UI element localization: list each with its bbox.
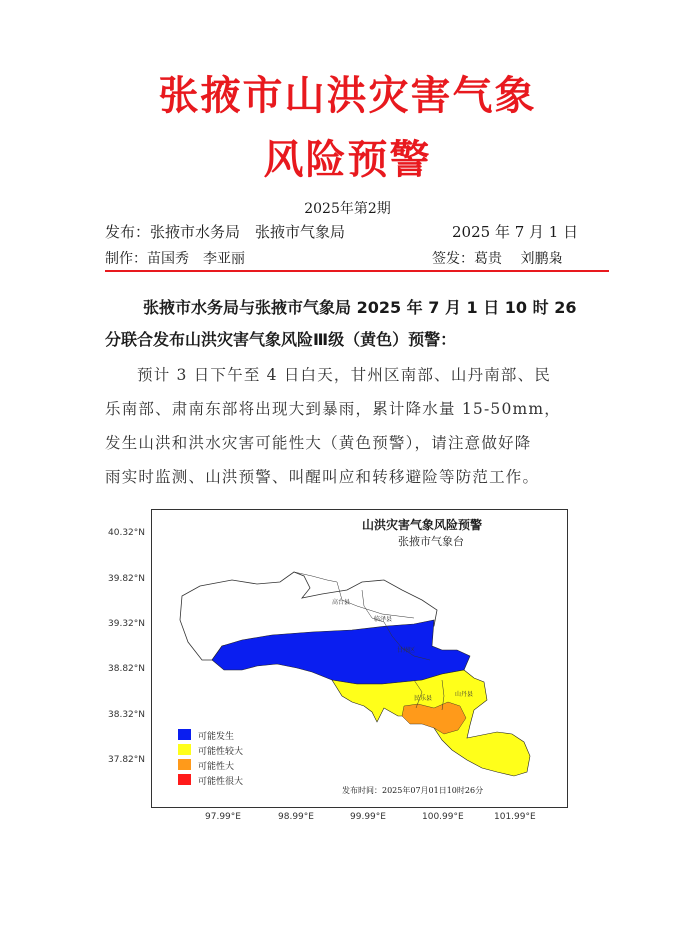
document-title-line1: 张掖市山洪灾害气象 — [158, 72, 537, 119]
lead-line-2: 分联合发布山洪灾害气象风险Ⅲ级（黄色）预警： — [105, 330, 457, 349]
y-tick-label: 37.82°N — [108, 755, 145, 765]
paragraph-line-1: 预计 3 日下午至 4 日白天，甘州区南部、山丹南部、民 — [137, 366, 552, 384]
county-label-minle: 民乐县 — [414, 695, 433, 702]
legend-swatch-red — [178, 774, 191, 785]
publisher-line: 发布：张掖市水务局 张掖市气象局 — [105, 223, 346, 241]
document-title-line2: 风险预警 — [263, 136, 432, 183]
legend-label-1: 可能发生 — [198, 732, 235, 742]
y-tick-label: 39.82°N — [108, 574, 145, 584]
map-subtitle: 张掖市气象台 — [398, 535, 464, 548]
y-tick-label: 38.82°N — [108, 664, 145, 674]
county-label-linze: 临泽县 — [374, 616, 393, 623]
legend-label-2: 可能性较大 — [198, 747, 244, 757]
paragraph-line-4: 雨实时监测、山洪预警、叫醒叫应和转移避险等防范工作。 — [105, 468, 540, 486]
x-tick-label: 101.99°E — [494, 812, 536, 822]
lead-line-1: 张掖市水务局与张掖市气象局 2025 年 7 月 1 日 10 时 26 — [143, 298, 577, 317]
y-tick-label: 38.32°N — [108, 710, 145, 720]
paragraph-line-3: 发生山洪和洪水灾害可能性大（黄色预警），请注意做好降 — [105, 434, 532, 452]
legend-swatch-orange — [178, 759, 191, 770]
legend-label-3: 可能性大 — [198, 762, 235, 772]
y-tick-label: 40.32°N — [108, 528, 145, 538]
x-tick-label: 98.99°E — [278, 812, 314, 822]
x-tick-label: 97.99°E — [205, 812, 241, 822]
legend-swatch-yellow — [178, 744, 191, 755]
producer-line: 制作：苗国秀 李亚丽 — [105, 251, 245, 267]
issue-date: 2025 年 7 月 1 日 — [452, 223, 579, 241]
warning-map — [151, 509, 568, 808]
legend-label-4: 可能性很大 — [198, 777, 244, 787]
paragraph-line-2: 乐南部、肃南东部将出现大到暴雨，累计降水量 15-50mm， — [105, 400, 562, 418]
signer-line: 签发：葛贵 刘鹏枭 — [432, 251, 563, 267]
x-tick-label: 100.99°E — [422, 812, 464, 822]
county-label-ganzhou: 甘州区 — [397, 647, 416, 654]
y-tick-label: 39.32°N — [108, 619, 145, 629]
issue-number: 2025年第2期 — [304, 201, 391, 217]
x-tick-label: 99.99°E — [350, 812, 386, 822]
header-divider — [105, 270, 609, 272]
county-label-gaotai: 高台县 — [332, 599, 351, 606]
legend-swatch-blue — [178, 729, 191, 740]
map-issued-time: 发布时间：2025年07月01日10时26分 — [342, 786, 484, 795]
map-title: 山洪灾害气象风险预警 — [362, 518, 483, 532]
county-label-shandan: 山丹县 — [455, 691, 474, 698]
